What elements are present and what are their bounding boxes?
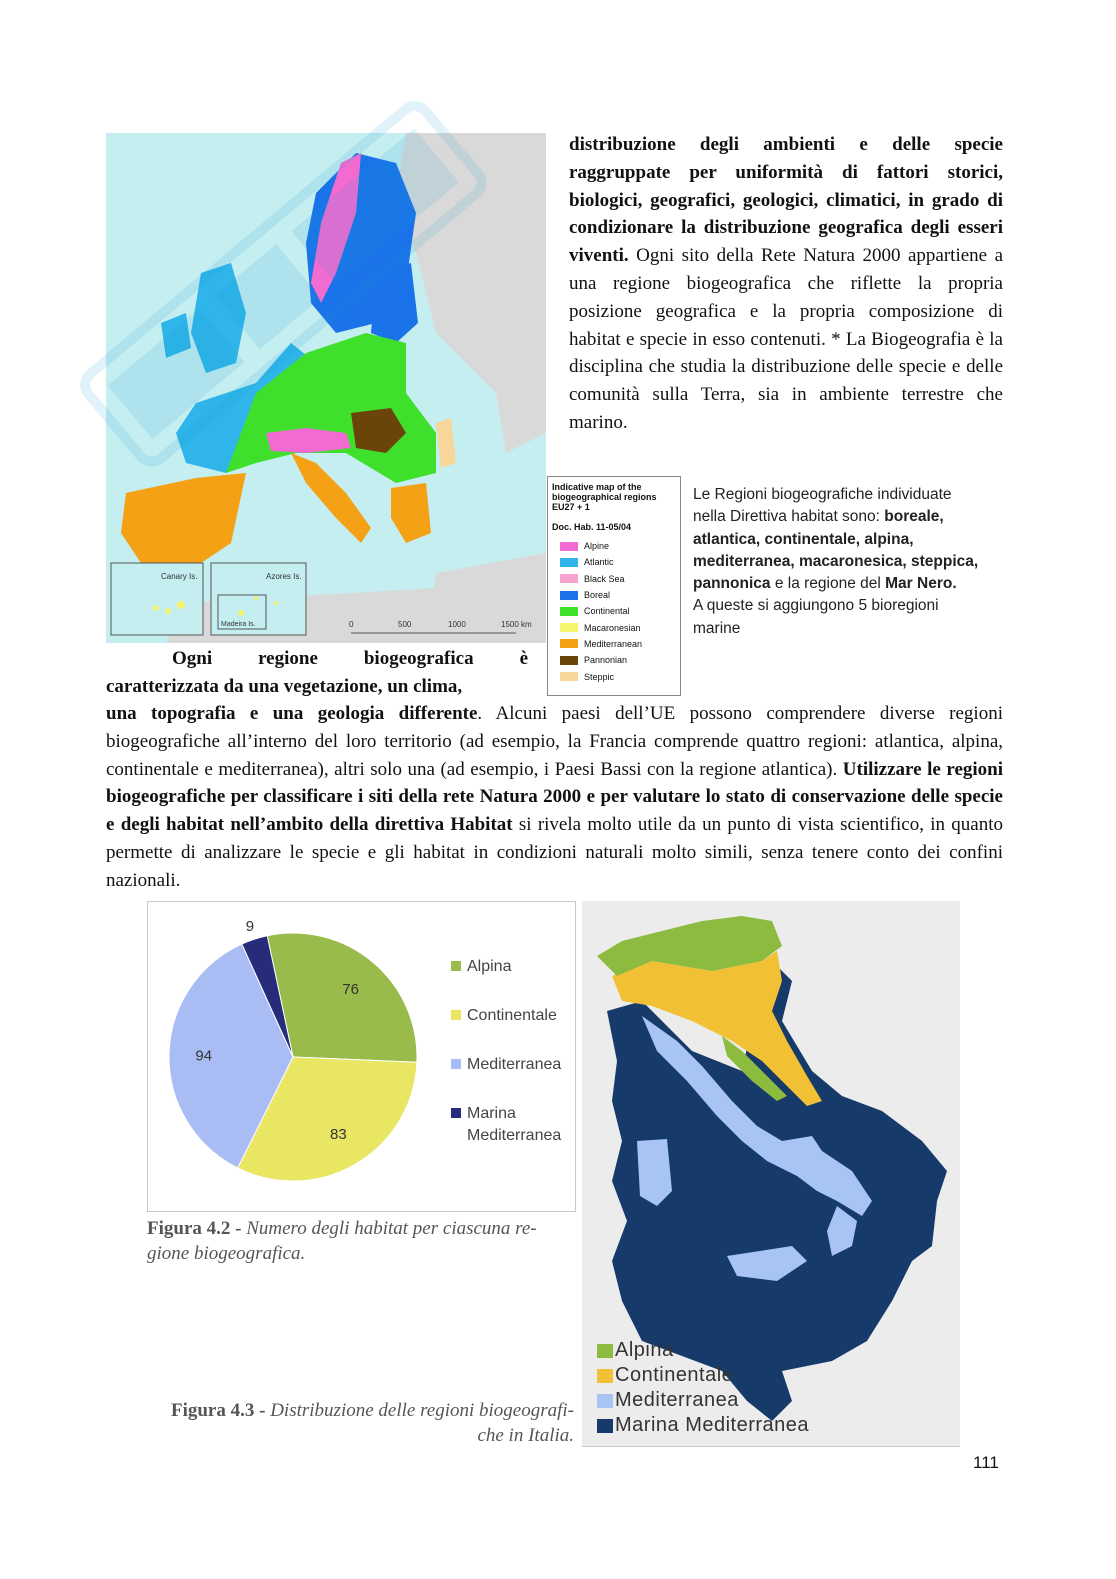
main-paragraph <box>106 700 1003 895</box>
legend-item-pannonian <box>560 652 680 668</box>
legend-swatch <box>560 607 578 616</box>
intro-paragraph <box>569 131 1003 437</box>
legend-label: Mediterranean <box>584 638 643 649</box>
main-bold-1: una topografia e una geologia differente <box>106 703 478 724</box>
word: biogeografica <box>363 648 474 669</box>
note-bold: Mar Nero. <box>885 575 957 593</box>
figure-label: Figura 4.3 - <box>170 1400 266 1421</box>
legend-label: Continental <box>584 606 630 617</box>
intro-bold-text: distribuzione degli ambienti e delle specie raggruppate per uniformità di fattori storici, biologici, geografici, geologici, climatici, in grado di condizionare la distribuzione geografica degli esseri viventi. <box>569 134 1003 267</box>
legend-label: Steppic <box>584 671 615 682</box>
legend-item-alpine <box>560 538 680 554</box>
pie-value-label: 9 <box>245 917 255 935</box>
legend-swatch <box>560 656 578 665</box>
scale-1000: 1000 <box>448 620 466 629</box>
legend-item-mediterranean <box>560 636 680 652</box>
figure-label: Figura 4.2 - <box>147 1218 242 1239</box>
legend-label: Atlantic <box>584 557 614 568</box>
pie-legend-swatch <box>451 1108 461 1118</box>
legend-swatch <box>597 1394 613 1408</box>
note-text: e la regione del <box>774 575 881 593</box>
note-line: A queste si aggiungono 5 bioregioni <box>693 597 939 615</box>
pie-legend-label: Alpina <box>467 958 512 975</box>
pie-legend-label: Continentale <box>467 1007 557 1024</box>
pie-legend-swatch <box>451 1059 461 1069</box>
inset-madeira-label: Madeira Is. <box>221 621 256 628</box>
pie-value-label: 76 <box>342 980 359 998</box>
note-bold: mediterranea, macaronesica, steppica, <box>693 552 979 570</box>
figure-4-3-caption <box>150 1398 574 1448</box>
inset-canary-label: Canary Is. <box>161 572 198 581</box>
figure-caption-text: Numero degli habitat per ciascuna re-gione biogeografica. <box>147 1218 537 1264</box>
legend-swatch <box>560 574 578 583</box>
italy-legend-item-marina <box>597 1413 809 1438</box>
main-bold-2: Utilizzare le regioni biogeografiche per classificare i siti della rete Natura 2000 e per valutare lo stato di conservazione delle specie e degli habitat nell’ambito della direttiva Habitat <box>106 758 1003 836</box>
legend-label: Macaronesian <box>584 622 641 633</box>
note-bold: pannonica <box>693 575 771 593</box>
legend-item-boreal <box>560 587 680 603</box>
word: è <box>519 648 528 669</box>
figure-caption-line-1 <box>150 1398 574 1423</box>
figure-caption-text: che in Italia. <box>477 1425 574 1446</box>
legend-doc: Doc. Hab. 11-05/04 <box>552 522 632 532</box>
scale-0: 0 <box>349 620 354 629</box>
pie-legend-label: Mediterranea <box>467 1127 562 1144</box>
legend-label: Marina Mediterranea <box>615 1414 810 1436</box>
main-text-2: si rivela molto utile da un punto di vista scientifico, in quanto permette di analizzare le specie e gli habitat in condizioni naturali molto simili, senza tenere conto dei confini nazionali. <box>106 814 1003 891</box>
note-line <box>693 506 1013 528</box>
italy-legend-item-continentale <box>597 1363 809 1388</box>
legend-swatch <box>597 1344 613 1358</box>
note-line <box>693 529 1013 551</box>
pie-chart-box <box>147 901 576 1212</box>
legend-label: Alpina <box>615 1339 674 1361</box>
eu-map-legend <box>547 476 681 696</box>
figure-caption-line-2 <box>150 1423 574 1448</box>
legend-swatch <box>560 558 578 567</box>
word: Ogni <box>172 648 213 669</box>
note-bold: boreale, <box>884 508 944 526</box>
pie-legend-swatch <box>451 961 461 971</box>
word: regione <box>258 648 318 669</box>
legend-swatch <box>560 591 578 600</box>
page-number: 111 <box>973 1453 999 1472</box>
legend-label: Black Sea <box>584 573 625 584</box>
intro-normal-text: Ogni sito della Rete Natura 2000 appartiene a una regione biogeografica che riflette la propria posizione geografica e la propria composizione di habitat e specie in esso contenuti. * La Biogeografia è la disciplina che studia la distribuzione delle specie e delle comunità sulla Terra, sia in ambiente terrestre che marino. <box>569 245 1004 433</box>
inset-azores-label: Azores Is. <box>266 572 302 581</box>
pie-value-label: 83 <box>330 1125 347 1143</box>
legend-swatch <box>597 1419 613 1433</box>
pie-legend-label: Marina <box>467 1105 516 1122</box>
italy-map-legend <box>597 1338 809 1438</box>
legend-swatch <box>560 623 578 632</box>
italy-legend-item-alpina <box>597 1338 809 1363</box>
legend-swatch <box>560 672 578 681</box>
pie-chart <box>148 902 575 1211</box>
legend-item-black-sea <box>560 571 680 587</box>
main-text-1: . Alcuni paesi dell’UE possono comprendere diverse regioni biogeografiche all’interno del loro territorio (ad esempio, la Francia comprende quattro regioni: atlantica, alpina, continentale e mediterranea), altri solo una (ad esempio, i Paesi Bassi con la regione atlantica). <box>106 703 1003 780</box>
legend-item-continental <box>560 603 680 619</box>
legend-label: Continentale <box>615 1364 734 1386</box>
figure-caption-text: Distribuzione delle regioni biogeografi- <box>270 1400 574 1421</box>
pie-value-label: 94 <box>195 1047 213 1065</box>
legend-swatch <box>597 1369 613 1383</box>
scale-500: 500 <box>398 620 412 629</box>
note-line: marine <box>693 619 741 637</box>
pie-legend-label: Mediterranea <box>467 1056 562 1073</box>
note-bold: atlantica, continentale, alpina, <box>693 530 914 548</box>
legend-swatch <box>560 639 578 648</box>
side-line-1 <box>106 645 528 673</box>
italy-legend-item-mediterranea <box>597 1388 809 1413</box>
legend-item-atlantic <box>560 554 680 570</box>
legend-label: Pannonian <box>584 655 628 666</box>
legend-label: Mediterranea <box>615 1389 739 1411</box>
note-text: nella Direttiva habitat sono: <box>693 508 880 526</box>
side-line-2: caratterizzata da una vegetazione, un clima, <box>106 675 463 697</box>
note-line <box>693 573 1013 595</box>
side-paragraph <box>106 645 528 701</box>
pie-legend-swatch <box>451 1010 461 1020</box>
note-line <box>693 551 1013 573</box>
eu-biogeographical-map <box>106 133 546 643</box>
note-line: Le Regioni biogeografiche individuate <box>693 486 952 503</box>
figure-4-2-caption <box>147 1216 577 1266</box>
legend-label: Alpine <box>584 541 610 552</box>
legend-label: Boreal <box>584 590 611 601</box>
legend-title: Indicative map of the biogeographical regions EU27 + 1 <box>552 482 657 512</box>
legend-swatch <box>560 542 578 551</box>
legend-item-macaronesian <box>560 619 680 635</box>
legend-item-steppic <box>560 668 680 684</box>
regions-note <box>693 484 1013 640</box>
scale-1500: 1500 km <box>501 620 532 629</box>
